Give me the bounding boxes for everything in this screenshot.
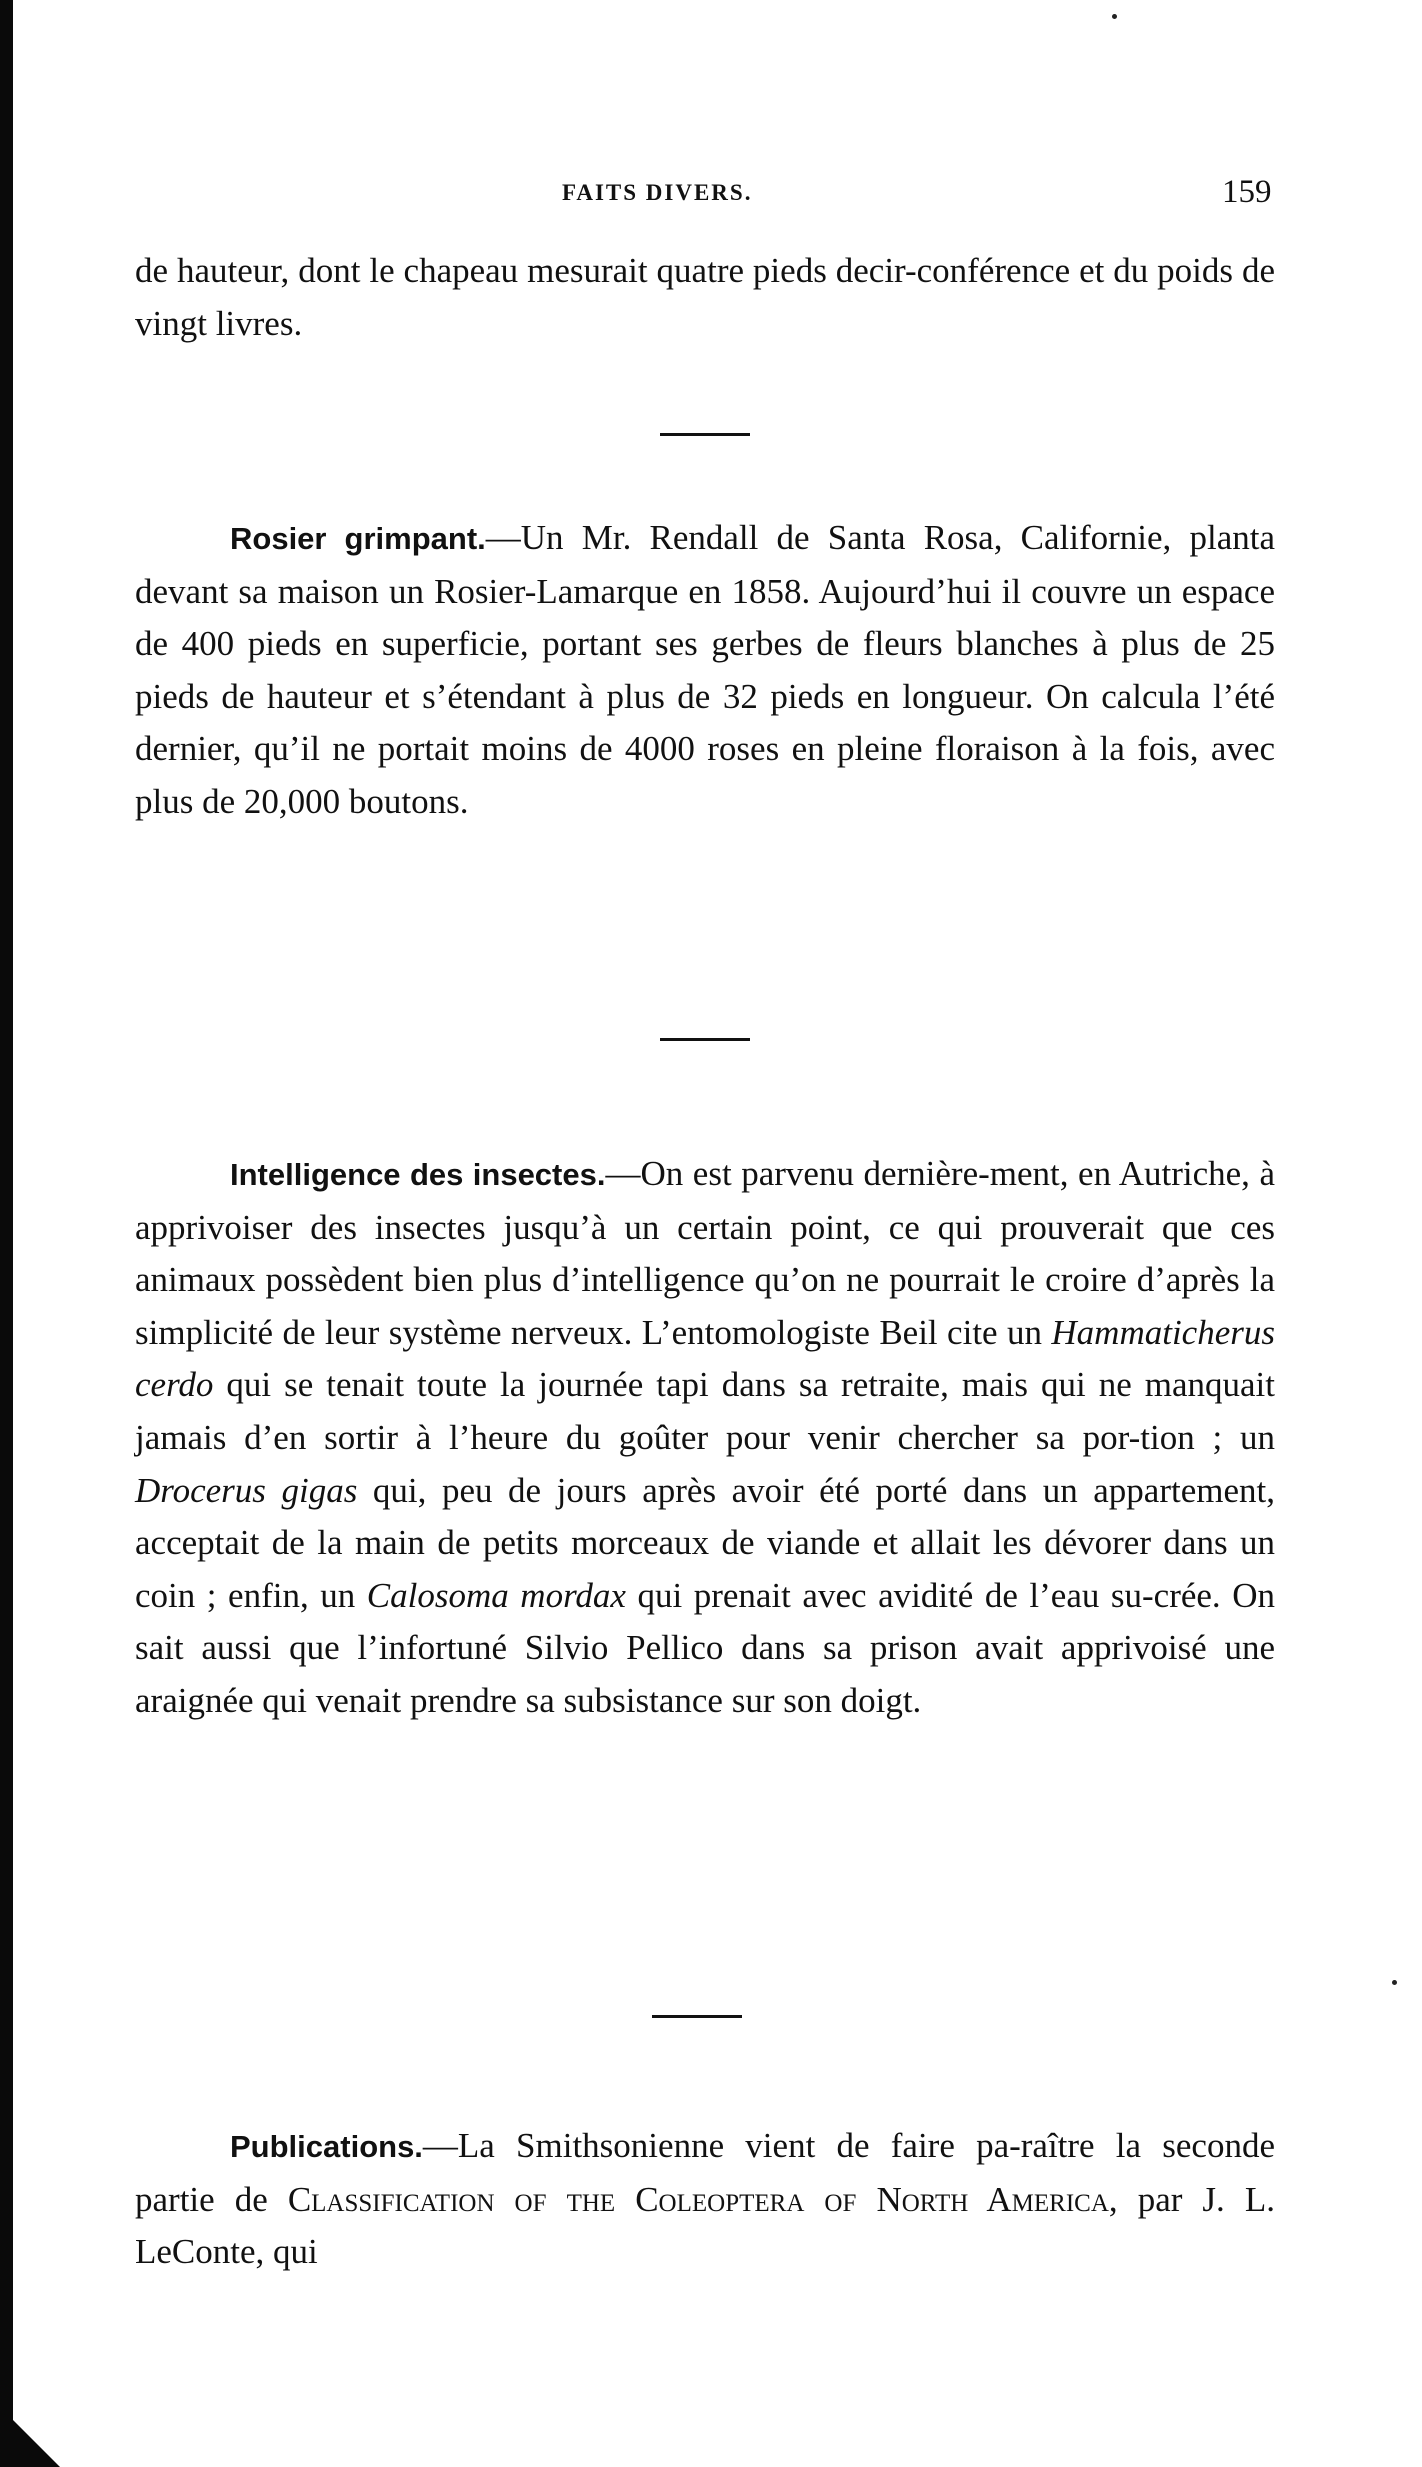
article-text: —Un Mr. Rendall de Santa Rosa, Californie, planta devant sa maison un Rosier-Lamarque en 1858. Aujourd’hui il couvre un espace de 400 pieds en superficie, portant ses gerbes de fleurs blanches à plus de 25 pieds de hauteur et s’étendant à plus de 32 pieds en longueur. On calcula l’été dernier, qu’il ne portait moins de 4000 roses en pleine floraison à la fois, avec plus de 20,000 boutons. [135, 518, 1275, 821]
species-name: Hammaticherus cerdo [135, 1312, 1275, 1405]
continuation-paragraph [135, 245, 1275, 350]
section-divider [660, 1038, 750, 1041]
speck-mark [1392, 1980, 1397, 1985]
article-text: qui, peu de jours après avoir été porté dans un appartement, acceptait de la main de petits morceaux de viande et allait les dévorer dans un coin ; enfin, un [135, 1470, 1275, 1615]
article-text: —La Smithsonienne vient de faire pa-raître la seconde partie de [135, 2126, 1275, 2219]
article-text: —On est parvenu dernière-ment, en Autriche, à apprivoiser des insectes jusqu’à un certain point, ce qui prouverait que ces animaux possèdent bien plus d’intelligence qu’on ne pourrait le croire d’après la simplicité de leur système nerveux. L’entomologiste Beil cite un [135, 1154, 1275, 1352]
book-title: Classification of the Coleoptera of North America [287, 2179, 1109, 2219]
article-text: qui se tenait toute la journée tapi dans sa retraite, mais qui ne manquait jamais d’en sortir à l’heure du goûter pour venir chercher sa por-tion ; un [135, 1365, 1275, 1457]
article-text: qui prenait avec avidité de l’eau su-crée. On sait aussi que l’infortuné Silvio Pellico dans sa prison avait apprivoisé une araignée qui venait prendre sa subsistance sur son doigt. [135, 1575, 1275, 1720]
page-number: 159 [1222, 174, 1272, 210]
page-spine-shadow [0, 0, 13, 2440]
species-name: Calosoma mordax [366, 1575, 626, 1615]
page-corner-shadow [0, 2407, 60, 2467]
species-name: Drocerus gigas [135, 1470, 358, 1510]
section-divider [652, 2015, 742, 2018]
article-heading: Publications. [230, 2129, 423, 2164]
article-rosier [135, 512, 1275, 829]
section-divider [660, 433, 750, 436]
article-publications [135, 2120, 1275, 2279]
running-title: FAITS DIVERS. [562, 180, 753, 205]
article-insectes [135, 1148, 1275, 1728]
article-heading: Intelligence des insectes. [230, 1157, 606, 1192]
continuation-text: de hauteur, dont le chapeau mesurait quatre pieds decir-conférence et du poids de vingt livres. [135, 251, 1275, 343]
speck-mark [1112, 14, 1117, 19]
article-text: , par J. L. LeConte, qui [135, 2179, 1275, 2272]
article-heading: Rosier grimpant. [230, 521, 486, 556]
